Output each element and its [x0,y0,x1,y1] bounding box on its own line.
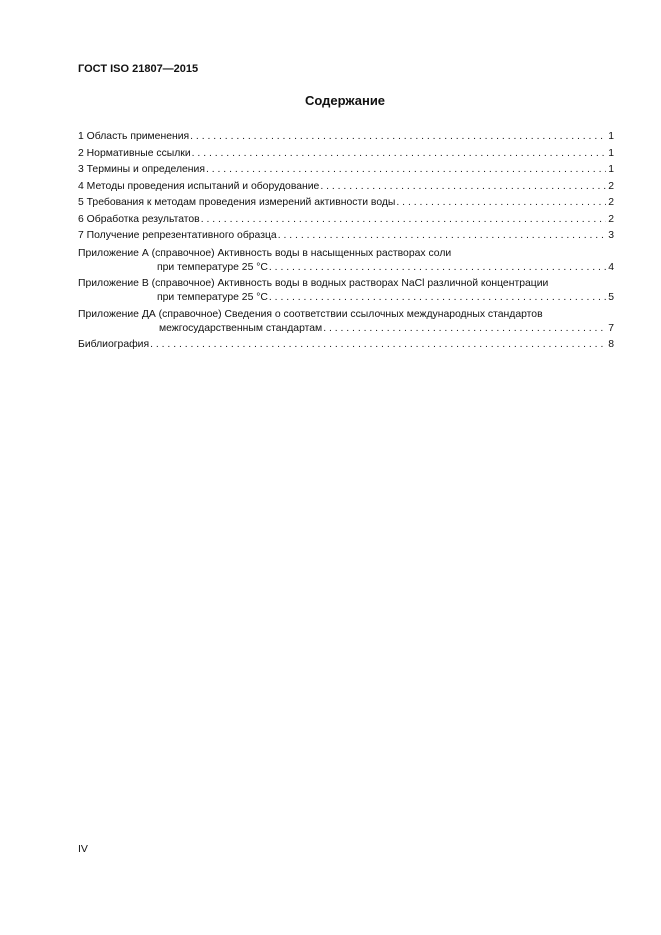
toc-entry-page: 1 [608,147,614,159]
toc-entry-title: Приложение В (справочное) Активность воды в водных растворах NaCl различной концентрации [78,278,549,289]
toc-entry[interactable] [78,278,614,309]
toc-entry[interactable] [78,248,614,279]
toc-entry[interactable] [78,131,614,148]
toc-entry-title: 1 Область применения [78,131,190,142]
toc-leader-dots [206,164,606,175]
toc-entry-page: 1 [608,131,614,142]
toc-entry-page: 1 [608,164,614,175]
toc-leader-dots [396,197,606,208]
toc-leader-dots [269,292,606,303]
toc-leader-dots [201,214,607,225]
toc-entry-page: 3 [608,230,614,241]
toc-entry[interactable] [78,230,614,247]
toc-leader-dots [278,230,607,241]
toc-entry[interactable] [78,339,614,356]
toc-leader-dots [323,323,606,334]
toc-entry-page: 4 [608,261,614,273]
toc-leader-dots [320,181,606,192]
toc-entry-title: 7 Получение репрезентативного образца [78,230,277,241]
table-of-contents [78,131,614,356]
toc-entry-page: 7 [608,322,614,334]
toc-leader-dots [190,131,606,142]
toc-entry[interactable] [78,148,614,165]
toc-entry-page: 8 [608,339,614,350]
document-code: ГОСТ ISO 21807—2015 [78,63,199,75]
toc-leader-dots [192,148,607,159]
toc-leader-dots [269,262,606,273]
toc-entry-title-continuation: межгосударственным стандартам [159,322,323,334]
toc-entry-page: 2 [608,197,614,208]
toc-entry-title: 6 Обработка результатов [78,213,200,225]
toc-entry[interactable] [78,214,614,231]
toc-entry-title: Приложение ДА (справочное) Сведения о соответствии ссылочных международных стандартов [78,308,543,320]
toc-leader-dots [150,339,606,350]
toc-entry-page: 2 [608,213,614,225]
toc-entry-title: 4 Методы проведения испытаний и оборудование [78,180,320,192]
toc-entry[interactable] [78,164,614,181]
toc-entry-title: 5 Требования к методам проведения измерений активности воды [78,197,396,208]
toc-entry-title-continuation: при температуре 25 °С [157,261,268,273]
toc-entry-title: 2 Нормативные ссылки [78,147,191,159]
page-title: Содержание [304,93,386,108]
toc-entry[interactable] [78,309,614,340]
toc-entry-title: Библиография [78,339,150,350]
toc-entry[interactable] [78,197,614,214]
toc-entry-page: 2 [608,180,614,192]
toc-entry-page: 5 [608,292,614,303]
toc-entry-title-continuation: при температуре 25 °С [157,292,268,303]
toc-entry-title: Приложение А (справочное) Активность воды в насыщенных растворах соли [78,247,452,259]
toc-entry[interactable] [78,181,614,198]
toc-entry-title: 3 Термины и определения [78,164,205,175]
page-number: IV [78,843,88,855]
